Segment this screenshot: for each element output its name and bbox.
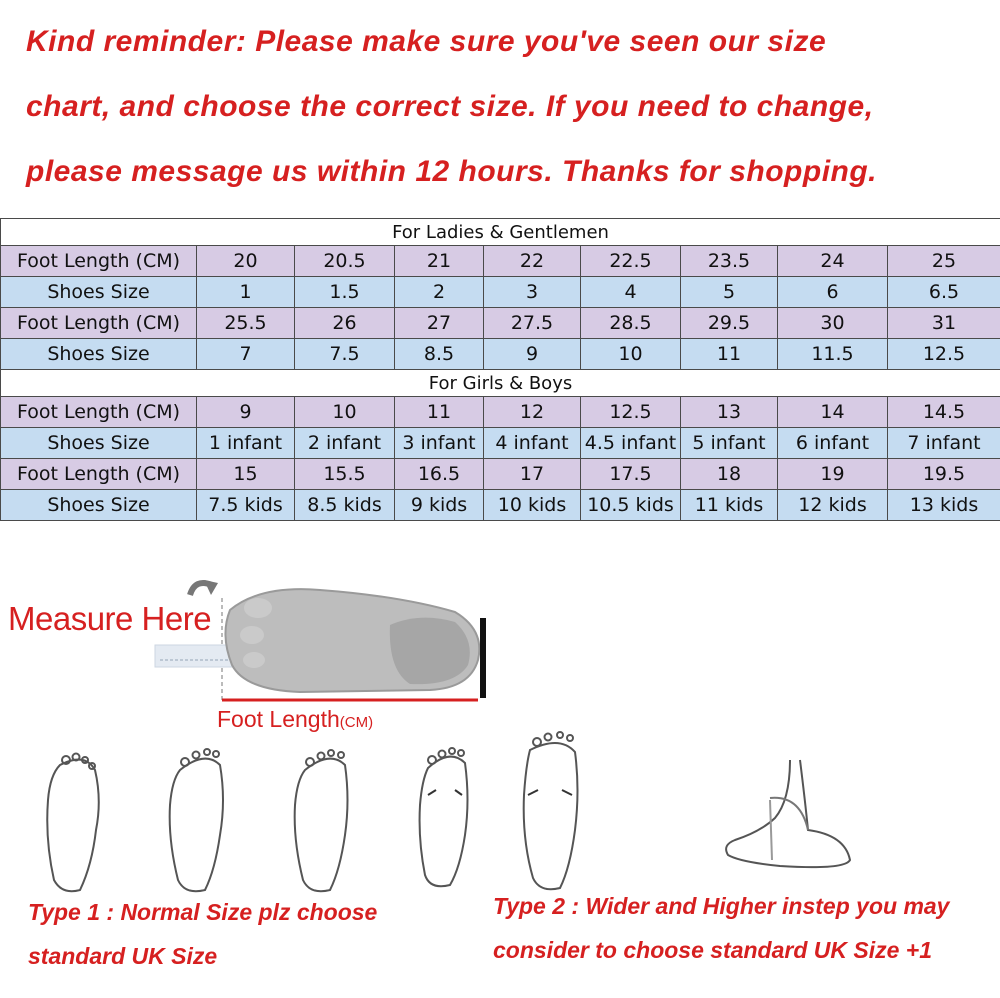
table-cell: 6: [778, 277, 888, 308]
table-cell: 9: [197, 397, 295, 428]
table-cell: 14: [778, 397, 888, 428]
table-cell: 15: [197, 459, 295, 490]
table-cell: 10.5 kids: [581, 490, 681, 521]
table-cell: 12.5: [581, 397, 681, 428]
table-cell: 20.5: [295, 246, 395, 277]
type2-line-1: Type 2 : Wider and Higher instep you may: [493, 893, 950, 919]
table-cell: 7 infant: [888, 428, 1000, 459]
foot-length-label: Foot Length (CM): [1, 459, 197, 490]
table-cell: 11: [681, 339, 778, 370]
table-cell: 28.5: [581, 308, 681, 339]
table-cell: 8.5: [395, 339, 484, 370]
foot-outline-icons: [47, 732, 850, 891]
reminder-line-2: chart, and choose the correct size. If you need to change,: [26, 90, 874, 123]
table-cell: 21: [395, 246, 484, 277]
table-cell: 1.5: [295, 277, 395, 308]
table-cell: 4.5 infant: [581, 428, 681, 459]
table-cell: 10: [295, 397, 395, 428]
table-cell: 27: [395, 308, 484, 339]
table-cell: 25.5: [197, 308, 295, 339]
foot-outline-icon: [524, 743, 578, 889]
table-cell: 30: [778, 308, 888, 339]
foot-side-outline-icon: [726, 760, 850, 867]
heel-marker: [480, 618, 486, 698]
table-cell: 3: [484, 277, 581, 308]
kids-section-header: For Girls & Boys: [1, 370, 1000, 397]
table-cell: 13: [681, 397, 778, 428]
table-cell: 20: [197, 246, 295, 277]
shoes-size-label: Shoes Size: [1, 339, 197, 370]
table-cell: 3 infant: [395, 428, 484, 459]
table-cell: 15.5: [295, 459, 395, 490]
table-cell: 24: [778, 246, 888, 277]
table-cell: 19.5: [888, 459, 1000, 490]
table-cell: 17.5: [581, 459, 681, 490]
table-cell: 7.5 kids: [197, 490, 295, 521]
table-cell: 25: [888, 246, 1000, 277]
table-cell: 11.5: [778, 339, 888, 370]
table-cell: 10: [581, 339, 681, 370]
table-cell: 5 infant: [681, 428, 778, 459]
table-cell: 9 kids: [395, 490, 484, 521]
table-cell: 14.5: [888, 397, 1000, 428]
table-cell: 12.5: [888, 339, 1000, 370]
table-cell: 7: [197, 339, 295, 370]
foot-length-text: Foot Length: [217, 706, 340, 732]
table-cell: 16.5: [395, 459, 484, 490]
table-cell: 1: [197, 277, 295, 308]
table-cell: 10 kids: [484, 490, 581, 521]
table-cell: 26: [295, 308, 395, 339]
shoes-size-label: Shoes Size: [1, 490, 197, 521]
table-cell: 19: [778, 459, 888, 490]
shoes-size-label: Shoes Size: [1, 277, 197, 308]
table-cell: 8.5 kids: [295, 490, 395, 521]
foot-outline-icon: [420, 757, 468, 887]
reminder-line-3: please message us within 12 hours. Thanks for shopping.: [26, 155, 878, 188]
table-cell: 29.5: [681, 308, 778, 339]
table-cell: 12 kids: [778, 490, 888, 521]
table-cell: 11: [395, 397, 484, 428]
table-cell: 27.5: [484, 308, 581, 339]
table-cell: 6 infant: [778, 428, 888, 459]
table-cell: 12: [484, 397, 581, 428]
type2-note: [493, 884, 949, 972]
table-cell: 5: [681, 277, 778, 308]
table-cell: 2 infant: [295, 428, 395, 459]
table-cell: 31: [888, 308, 1000, 339]
table-cell: 7.5: [295, 339, 395, 370]
table-cell: 18: [681, 459, 778, 490]
table-cell: 22.5: [581, 246, 681, 277]
table-cell: 22: [484, 246, 581, 277]
foot-length-caption: [217, 706, 373, 733]
foot-outline-icon: [170, 759, 223, 892]
table-cell: 23.5: [681, 246, 778, 277]
adult-section-header: For Ladies & Gentlemen: [1, 219, 1000, 246]
ruler-icon: [155, 645, 235, 667]
foot-length-label: Foot Length (CM): [1, 308, 197, 339]
foot-length-unit: (CM): [339, 714, 374, 731]
shoes-size-label: Shoes Size: [1, 428, 197, 459]
foot-length-label: Foot Length (CM): [1, 397, 197, 428]
table-cell: 2: [395, 277, 484, 308]
foot-length-label: Foot Length (CM): [1, 246, 197, 277]
table-cell: 4 infant: [484, 428, 581, 459]
foot-outline-icon: [295, 759, 348, 892]
table-cell: 4: [581, 277, 681, 308]
foot-outline-icon: [47, 760, 99, 892]
table-cell: 6.5: [888, 277, 1000, 308]
table-cell: 17: [484, 459, 581, 490]
type1-line-1: Type 1 : Normal Size plz choose: [28, 899, 378, 925]
type1-note: [28, 890, 377, 978]
table-cell: 13 kids: [888, 490, 1000, 521]
table-cell: 1 infant: [197, 428, 295, 459]
measure-here-label: Measure Here: [8, 600, 212, 637]
type1-line-2: standard UK Size: [28, 943, 218, 969]
table-cell: 9: [484, 339, 581, 370]
reminder-line-1: Kind reminder: Please make sure you've seen our size: [26, 25, 827, 58]
type2-line-2: consider to choose standard UK Size +1: [493, 937, 933, 963]
table-cell: 11 kids: [681, 490, 778, 521]
